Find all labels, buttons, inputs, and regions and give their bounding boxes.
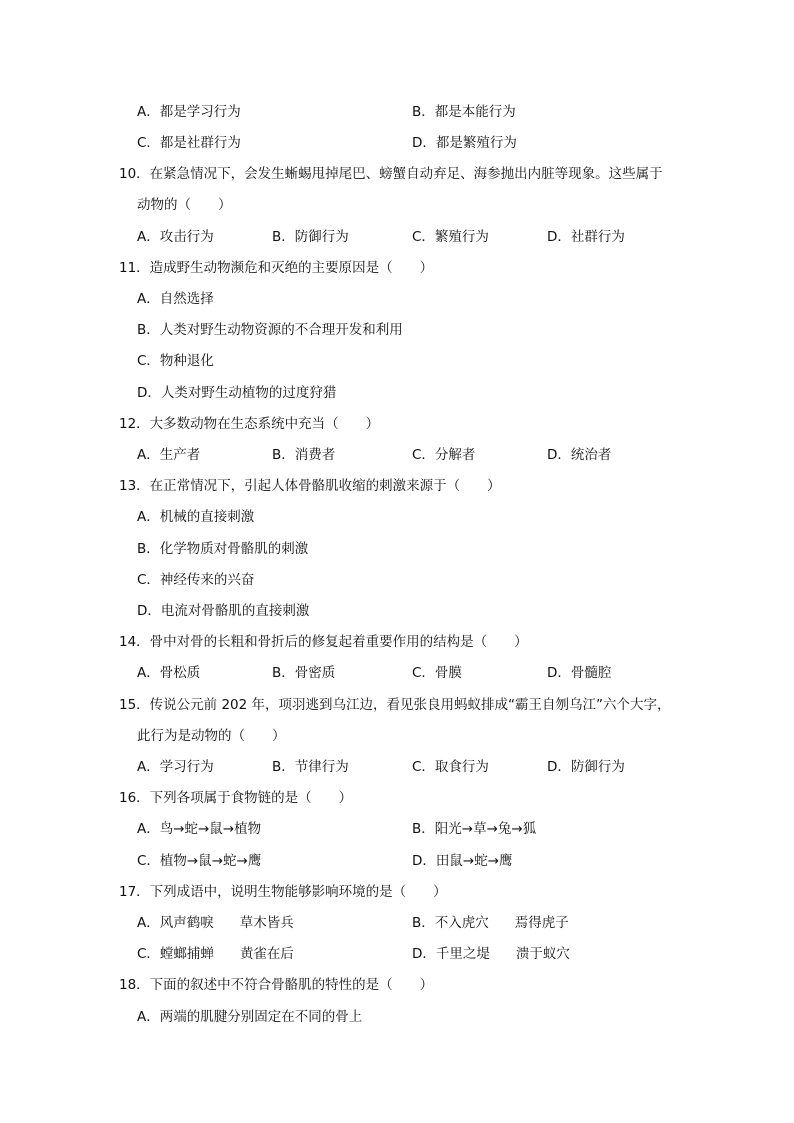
q11-option-d: D．人类对野生动植物的过度狩猎 xyxy=(137,385,337,401)
q10-option-d: D．社群行为 xyxy=(547,229,625,245)
q13-option-b: B．化学物质对骨骼肌的刺激 xyxy=(137,541,309,557)
q12-option-a: A．生产者 xyxy=(137,447,201,463)
q13-option-c: C．神经传来的兴奋 xyxy=(137,572,255,588)
q17-option-c-part1: C．螳螂捕蝉 xyxy=(137,946,214,962)
q12-option-b: B．消费者 xyxy=(272,447,336,463)
q15-option-b: B．节律行为 xyxy=(272,759,349,775)
q10-option-c: C．繁殖行为 xyxy=(412,229,489,245)
q15-stem-line1: 15．传说公元前 202 年，项羽逃到乌江边，看见张良用蚂蚁排成“霸王自刎乌江”六个大字， xyxy=(119,697,671,713)
q13-stem: 13．在正常情况下，引起人体骨骼肌收缩的刺激来源于（ ） xyxy=(119,478,501,494)
q15-option-d: D．防御行为 xyxy=(547,759,625,775)
q14-option-d: D．骨髓腔 xyxy=(547,665,612,681)
q14-option-c: C．骨膜 xyxy=(412,665,462,681)
q15-option-c: C．取食行为 xyxy=(412,759,489,775)
q14-option-a: A．骨松质 xyxy=(137,665,201,681)
q14-stem: 14．骨中对骨的长粗和骨折后的修复起着重要作用的结构是（ ） xyxy=(119,634,528,650)
q11-stem: 11．造成野生动物濒危和灭绝的主要原因是（ ） xyxy=(119,260,434,276)
q9-option-a: A．都是学习行为 xyxy=(137,104,241,120)
q12-option-c: C．分解者 xyxy=(412,447,476,463)
q15-option-a: A．学习行为 xyxy=(137,759,214,775)
q11-option-b: B．人类对野生动物资源的不合理开发和利用 xyxy=(137,322,403,338)
q16-stem: 16．下列各项属于食物链的是（ ） xyxy=(119,790,353,806)
q10-stem-line2: 动物的（ ） xyxy=(137,197,232,213)
q13-option-a: A．机械的直接刺激 xyxy=(137,509,255,525)
q17-option-a-part2: 草木皆兵 xyxy=(239,915,294,931)
q12-option-d: D．统治者 xyxy=(547,447,612,463)
q9-option-b: B．都是本能行为 xyxy=(412,104,516,120)
q14-option-b: B．骨密质 xyxy=(272,665,336,681)
q12-stem: 12．大多数动物在生态系统中充当（ ） xyxy=(119,416,380,432)
q17-option-d-part1: D．千里之堤 xyxy=(412,946,490,962)
q17-option-a xyxy=(137,913,294,933)
q9-option-d: D．都是繁殖行为 xyxy=(412,135,517,151)
q17-stem: 17．下列成语中，说明生物能够影响环境的是（ ） xyxy=(119,884,447,900)
q17-option-b xyxy=(412,913,569,933)
q18-option-a: A．两端的肌腱分别固定在不同的骨上 xyxy=(137,1009,363,1025)
q17-option-b-part2: 焉得虎子 xyxy=(514,915,569,931)
q15-stem-line2: 此行为是动物的（ ） xyxy=(137,728,286,744)
q16-option-c: C．植物→鼠→蛇→鹰 xyxy=(137,853,262,869)
q17-option-d-part2: 溃于蚁穴 xyxy=(515,946,570,962)
q11-option-c: C．物种退化 xyxy=(137,353,214,369)
q11-option-a: A．自然选择 xyxy=(137,291,214,307)
q18-stem: 18．下面的叙述中不符合骨骼肌的特性的是（ ） xyxy=(119,977,434,993)
q10-option-b: B．防御行为 xyxy=(272,229,349,245)
q17-option-b-part1: B．不入虎穴 xyxy=(412,915,489,931)
q9-option-c: C．都是社群行为 xyxy=(137,135,241,151)
q17-option-c-part2: 黄雀在后 xyxy=(239,946,294,962)
q17-option-a-part1: A．风声鹤唳 xyxy=(137,915,214,931)
q16-option-b: B．阳光→草→兔→狐 xyxy=(412,821,537,837)
q10-option-a: A．攻击行为 xyxy=(137,229,214,245)
q10-stem-line1: 10．在紧急情况下，会发生蜥蜴甩掉尾巴、螃蟹自动弃足、海参抛出内脏等现象。这些属于 xyxy=(119,166,663,182)
q13-option-d: D．电流对骨骼肌的直接刺激 xyxy=(137,603,310,619)
q17-option-d xyxy=(412,944,570,964)
q16-option-a: A．鸟→蛇→鼠→植物 xyxy=(137,821,262,837)
q16-option-d: D．田鼠→蛇→鹰 xyxy=(412,853,513,869)
q17-option-c xyxy=(137,944,294,964)
